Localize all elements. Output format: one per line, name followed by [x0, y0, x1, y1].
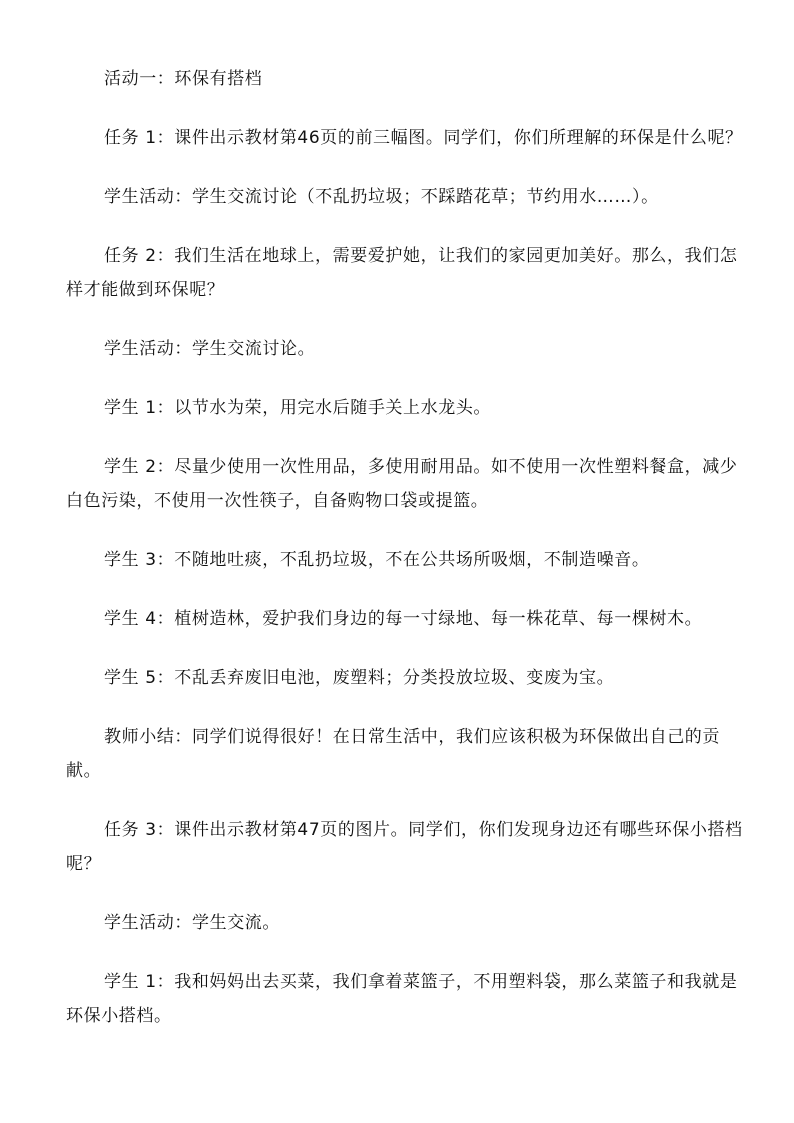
task-3-paragraph: 任务 3：课件出示教材第47页的图片。同学们，你们发现身边还有哪些环保小搭档呢？: [66, 820, 743, 874]
student-answer-paragraph: 学生 1：我和妈妈出去买菜，我们拿着菜篮子，不用塑料袋，那么菜篮子和我就是环保小搭档。: [66, 972, 738, 1026]
student-activity-paragraph: 学生活动：学生交流讨论（不乱扔垃圾；不踩踏花草；节约用水……）。: [104, 187, 659, 207]
teacher-summary-paragraph: 教师小结：同学们说得很好！在日常生活中，我们应该积极为环保做出自己的贡献。: [66, 727, 720, 781]
student-answer-paragraph: 学生 5：不乱丢弃废旧电池，废塑料；分类投放垃圾、变废为宝。: [104, 668, 615, 688]
section-heading: 活动一：环保有搭档: [104, 69, 263, 89]
student-answer-paragraph: 学生 4：植树造林，爱护我们身边的每一寸绿地、每一株花草、每一棵树木。: [104, 609, 703, 629]
task-1-paragraph: 任务 1：课件出示教材第46页的前三幅图。同学们，你们所理解的环保是什么呢？: [104, 128, 743, 148]
task-2-paragraph: 任务 2：我们生活在地球上，需要爱护她，让我们的家园更加美好。那么，我们怎样才能做到环保呢？: [66, 246, 738, 300]
document-body: [66, 62, 746, 1058]
student-answer-paragraph: 学生 2：尽量少使用一次性用品，多使用耐用品。如不使用一次性塑料餐盒，减少白色污染，不使用一次性筷子，自备购物口袋或提篮。: [66, 457, 738, 511]
student-answer-paragraph: 学生 1：以节水为荣，用完水后随手关上水龙头。: [104, 398, 492, 418]
student-activity-paragraph: 学生活动：学生交流。: [104, 913, 280, 933]
student-activity-paragraph: 学生活动：学生交流讨论。: [104, 339, 316, 359]
student-answer-paragraph: 学生 3：不随地吐痰，不乱扔垃圾，不在公共场所吸烟，不制造噪音。: [104, 550, 650, 570]
